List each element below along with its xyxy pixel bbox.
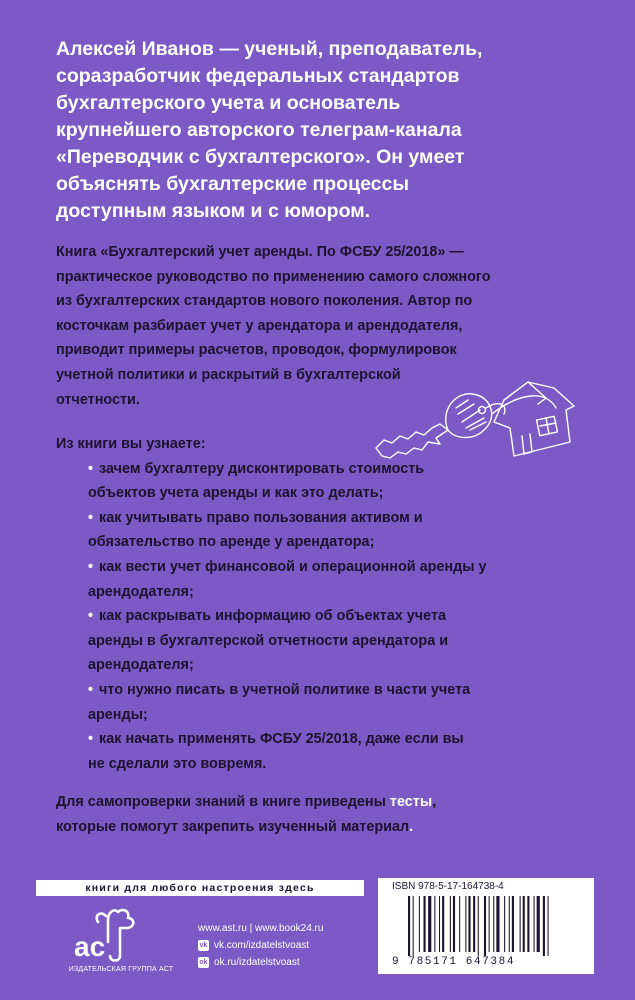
bullet: • (88, 509, 94, 526)
ast-logo-icon (70, 902, 142, 966)
description-line: практическое руководство по применению самого сложного (56, 268, 491, 285)
logo-text: ас (74, 931, 106, 962)
description-line: приводит примеры расчетов, проводок, формулировок (56, 342, 457, 359)
bullet: • (88, 731, 94, 748)
bullet: • (88, 608, 94, 625)
list-item-line: как раскрывать информацию об объектах учета (99, 608, 446, 625)
author-bio-line: Алексей Иванов — ученый, преподаватель, (56, 38, 483, 60)
web-links[interactable]: www.ast.ru | www.book24.ru (198, 923, 324, 934)
barcode-icon (408, 896, 578, 956)
list-item-line: арендодателя; (88, 657, 194, 674)
description-line: учетной политики и раскрытий в бухгалтерской (56, 366, 401, 383)
author-bio-line: «Переводчик с бухгалтерского». Он умеет (56, 146, 465, 168)
highlight-period: . (409, 818, 414, 835)
bullet: • (88, 460, 94, 477)
list-item-line: что нужно писать в учетной политике в части учета (99, 681, 471, 698)
barcode-digits: 9 785171 647384 (392, 956, 516, 968)
list-item-line: как вести учет финансовой и операционной аренды у (99, 558, 487, 575)
learn-list (56, 457, 596, 777)
publisher-caption: ИЗДАТЕЛЬСКАЯ ГРУППА АСТ (68, 966, 174, 973)
list-item-line: как начать применять ФСБУ 25/2018, даже если вы (99, 731, 464, 748)
learn-section (56, 432, 596, 776)
ok-icon: ok (199, 959, 208, 966)
author-bio-line: бухгалтерского учета и основатель (56, 92, 401, 114)
list-item-line: обязательство по аренде у арендатора; (88, 534, 375, 551)
description-line: косточкам разбирает учет у арендатора и арендодателя, (56, 317, 463, 334)
author-bio-line: объяснять бухгалтерские процессы (56, 173, 409, 195)
list-item-line: аренды в бухгалтерской отчетности арендатора и (88, 632, 449, 649)
list-item (88, 678, 596, 727)
list-item-line: объектов учета аренды и как это делать; (88, 485, 384, 502)
ok-row (198, 954, 323, 971)
author-bio-line: доступным языком и с юмором. (56, 200, 371, 222)
author-bio-line: соразработчик федеральных стандартов (56, 65, 460, 87)
list-item (88, 555, 596, 604)
description-line: Книга «Бухгалтерский учет аренды. По ФСБУ 25/2018» — (56, 244, 464, 260)
closing-text: Для самопроверки знаний в книге приведены (56, 794, 390, 810)
closing-line (56, 815, 596, 840)
vk-icon: vk (199, 942, 208, 949)
list-item (88, 727, 596, 776)
list-item (88, 604, 596, 678)
bullet: • (88, 681, 94, 698)
highlight-tests: тесты (389, 794, 433, 810)
list-item-line: как учитывать право пользования активом и (99, 509, 423, 526)
author-bio (56, 36, 616, 225)
ok-link[interactable]: ok.ru/izdatelstvoast (214, 957, 300, 968)
closing-paragraph (56, 790, 596, 839)
closing-text: , (432, 794, 437, 810)
list-item (88, 457, 596, 506)
bullet: • (88, 558, 94, 575)
isbn-label: ISBN 978-5-17-164738-4 (392, 881, 504, 892)
description-line: из бухгалтерских стандартов нового поколения. Автор по (56, 293, 473, 310)
list-item-line: арендодателя; (88, 583, 194, 600)
list-item (88, 506, 596, 555)
author-bio-line: крупнейшего авторского телеграм-канала (56, 119, 462, 141)
list-item-line: аренды; (88, 706, 148, 723)
list-item-line: не сделали это вовремя. (88, 755, 267, 772)
isbn-barcode-box (378, 878, 594, 974)
tagline-banner: книги для любого настроения здесь (36, 880, 364, 896)
publisher-links (198, 920, 323, 971)
web-links-row (198, 920, 323, 937)
closing-line (56, 790, 596, 815)
learn-heading: Из книги вы узнаете: (56, 436, 206, 452)
vk-link[interactable]: vk.com/izdatelstvoast (214, 940, 310, 951)
description-line: отчетности. (56, 391, 140, 408)
vk-row (198, 937, 323, 954)
closing-text: которые помогут закрепить изученный материал (56, 818, 410, 835)
list-item-line: зачем бухгалтеру дисконтировать стоимость (99, 460, 425, 477)
